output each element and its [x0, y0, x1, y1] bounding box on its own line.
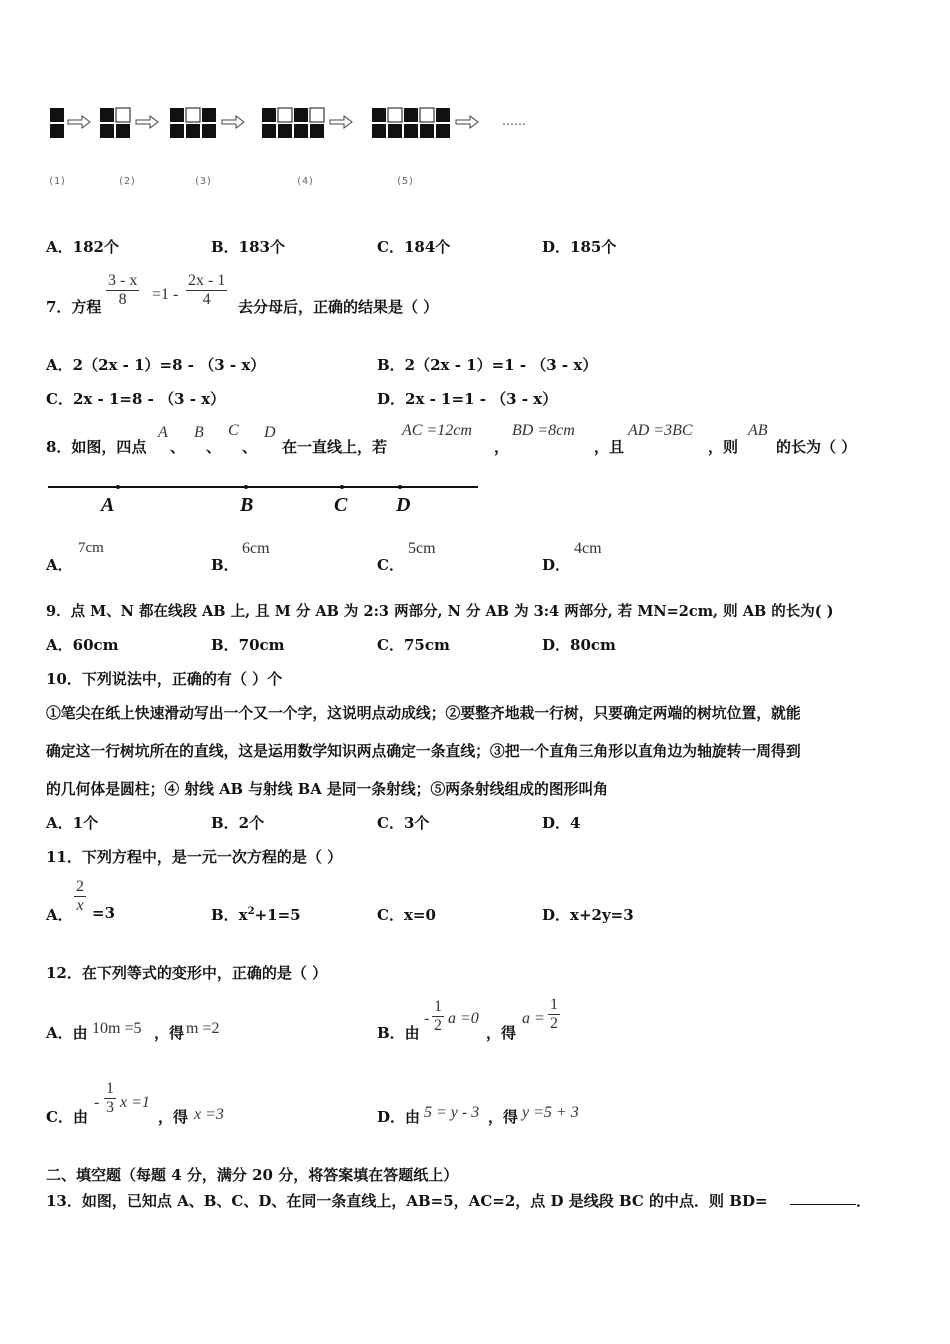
q8-option-c-value: 5cm: [408, 540, 436, 557]
pattern-label-1: (1): [48, 176, 67, 187]
q11-option-b[interactable]: [211, 904, 301, 925]
q11-option-a-tail: =3: [92, 904, 116, 922]
arrow-icon: [456, 116, 478, 128]
q13-answer-blank[interactable]: [790, 1190, 856, 1209]
q11-option-b-rest: +1=5: [254, 906, 301, 924]
arrow-icon: [136, 116, 158, 128]
q12-option-b-num: 1: [434, 998, 442, 1015]
q12-option-b-tail: a =0: [448, 1010, 479, 1027]
q12-text: 12．在下列等式的变形中，正确的是（ ）: [46, 964, 328, 982]
q8-ad: AD =3BC: [628, 422, 693, 439]
q10-option-b[interactable]: B．2个: [211, 814, 265, 832]
q12-option-b-minus: -: [424, 1010, 430, 1027]
q12-option-a-get: ，得: [154, 1024, 185, 1042]
q9-text: 9．点 M、N 都在线段 AB 上, 且 M 分 AB 为 2:3 两部分, N 分 AB 为 3:4 两部分, 若 MN=2cm, 则 AB 的长为( ): [46, 603, 834, 620]
arrow-icon: [68, 116, 90, 128]
q8-sep-3: 、: [242, 438, 258, 456]
pattern-label-4: (4): [296, 176, 315, 187]
pattern-label-3: (3): [194, 176, 213, 187]
q11-option-a-den: x: [76, 897, 84, 914]
q8-dot-c: [340, 485, 344, 489]
q8-ab: AB: [748, 422, 768, 439]
q8-option-b-label[interactable]: B．: [211, 556, 239, 574]
q7-fraction-2: [186, 272, 227, 309]
q12-option-b-fraction-2: [548, 996, 560, 1033]
q12-option-c-minus: -: [94, 1094, 100, 1111]
q7-option-a[interactable]: A．2（2x - 1）=8 - （3 - x）: [46, 356, 266, 374]
q9-option-c[interactable]: C．75cm: [377, 636, 450, 654]
q7-frac2-num: 2x - 1: [188, 272, 226, 289]
q12-option-b-label[interactable]: B．由: [377, 1024, 420, 1042]
q13-tail: ．: [856, 1192, 872, 1210]
q6-option-a[interactable]: A．182个: [46, 238, 119, 256]
q8-ac: AC =12cm: [402, 422, 472, 439]
q12-option-a-label[interactable]: A．由: [46, 1024, 88, 1042]
q11-option-c[interactable]: C．x=0: [377, 906, 436, 924]
q12-option-b-num-2: 1: [550, 996, 558, 1013]
pattern-ellipsis: ……: [502, 114, 526, 128]
q8-bd: BD =8cm: [512, 422, 575, 439]
pattern-stage-5: [372, 108, 450, 138]
q11-option-a-num: 2: [76, 878, 84, 895]
q12-option-d-label[interactable]: D．由: [377, 1108, 421, 1126]
q12-option-c-num: 1: [106, 1080, 114, 1097]
q12-option-c-fraction: [104, 1080, 116, 1117]
q13-text: 13．如图，已知点 A、B、C、D、在同一条直线上，AB=5，AC=2，点 D 是线段 BC 的中点．则 BD=: [46, 1192, 768, 1210]
arrow-icon: [330, 116, 352, 128]
q12-option-b-den: 2: [434, 1017, 442, 1034]
q7-frac2-den: 4: [202, 291, 211, 308]
pattern-stage-2: [100, 108, 130, 138]
q8-comma: ，: [494, 438, 510, 456]
q12-option-d-eq1: 5 = y - 3: [424, 1104, 480, 1121]
q7-text: 去分母后，正确的结果是（ ）: [238, 298, 439, 316]
q12-option-b-den-2: 2: [550, 1015, 558, 1032]
pattern-figure: [44, 100, 544, 150]
q12-option-c-den: 3: [106, 1099, 114, 1116]
q10-option-a[interactable]: A．1个: [46, 814, 99, 832]
q8-then: ，则: [708, 438, 739, 456]
q8-sep-2: 、: [206, 438, 222, 456]
q12-option-a-eq2: m =2: [186, 1020, 220, 1037]
q9-option-b[interactable]: B．70cm: [211, 636, 285, 654]
q8-option-d-value: 4cm: [574, 540, 602, 557]
q9-option-d[interactable]: D．80cm: [542, 636, 616, 654]
q7-option-b[interactable]: B．2（2x - 1）=1 - （3 - x）: [377, 356, 598, 374]
q6-option-c[interactable]: C．184个: [377, 238, 451, 256]
q11-option-a-fraction: [74, 878, 86, 915]
q8-point-b: B: [194, 424, 204, 441]
q10-text: 10．下列说法中，正确的有（ ）个: [46, 670, 283, 688]
q8-option-a-label[interactable]: A．: [46, 556, 73, 574]
q10-line-1: ①笔尖在纸上快速滑动写出一个又一个字，这说明点动成线；②要整齐地栽一行树，只要确定两端的树坑位置，就能: [46, 705, 801, 722]
q8-dot-b: [244, 485, 248, 489]
q10-option-d[interactable]: D．4: [542, 814, 581, 832]
q8-dot-a: [116, 485, 120, 489]
pattern-label-2: (2): [118, 176, 137, 187]
q6-option-d[interactable]: D．185个: [542, 238, 617, 256]
q10-line-3: 的几何体是圆柱；④ 射线 AB 与射线 BA 是同一条射线；⑤两条射线组成的图形叫角: [46, 781, 609, 798]
q12-option-c-get: ，得: [158, 1108, 189, 1126]
q8-line-label-c: C: [334, 494, 348, 516]
pattern-stage-3: [170, 108, 216, 138]
q6-option-b[interactable]: B．183个: [211, 238, 285, 256]
q8-dot-d: [398, 485, 402, 489]
q7-frac1-den: 8: [118, 291, 127, 308]
q8-text-mid: 在一直线上，若: [282, 438, 388, 456]
q8-point-d: D: [264, 424, 276, 441]
q12-option-c-label[interactable]: C．由: [46, 1108, 88, 1126]
q11-option-a-label[interactable]: A．: [46, 906, 73, 924]
q12-option-b-get: ，得: [486, 1024, 517, 1042]
arrow-icon: [222, 116, 244, 128]
q11-option-b-exp: 2: [247, 906, 255, 917]
q12-option-a-eq1: 10m =5: [92, 1020, 142, 1037]
q12-option-d-get: ，得: [488, 1108, 519, 1126]
q8-point-c: C: [228, 422, 239, 439]
q8-tail: 的长为（ ）: [776, 438, 857, 456]
q10-option-c[interactable]: C．3个: [377, 814, 430, 832]
q8-line-label-b: B: [240, 494, 254, 516]
section-2-title: 二、填空题（每题 4 分，满分 20 分，将答案填在答题纸上）: [46, 1166, 459, 1184]
q8-option-c-label[interactable]: C．: [377, 556, 404, 574]
q7-number: 7．方程: [46, 298, 102, 316]
q8-option-d-label[interactable]: D．: [542, 556, 571, 574]
q8-and: ，且: [594, 438, 625, 456]
q7-equals: =1 -: [152, 286, 179, 303]
pattern-stage-4: [262, 108, 324, 138]
q7-option-d[interactable]: D．2x - 1=1 - （3 - x）: [377, 390, 558, 408]
q7-option-c[interactable]: C．2x - 1=8 - （3 - x）: [46, 390, 226, 408]
q11-text: 11．下列方程中，是一元一次方程的是（ ）: [46, 848, 343, 866]
q8-point-a: A: [158, 424, 168, 441]
q11-option-b-base: B．x: [211, 906, 248, 924]
q7-fraction-1: [106, 272, 139, 309]
q8-option-a-value: 7cm: [78, 540, 104, 556]
q12-option-d-eq2: y =5 + 3: [522, 1104, 579, 1121]
q12-option-c-tail: x =1: [120, 1094, 150, 1111]
q11-option-d[interactable]: D．x+2y=3: [542, 906, 634, 924]
q8-line-label-d: D: [396, 494, 411, 516]
q10-line-2: 确定这一行树坑所在的直线，这是运用数学知识两点确定一条直线；③把一个直角三角形以直角边为轴旋转一周得到: [46, 743, 801, 760]
pattern-stage-1: [50, 108, 64, 138]
q8-line-label-a: A: [101, 494, 115, 516]
q7-frac1-num: 3 - x: [108, 272, 138, 289]
q8-option-b-value: 6cm: [242, 540, 270, 557]
q8-prefix: 8．如图，四点: [46, 438, 147, 456]
q12-option-b-a: a =: [522, 1010, 545, 1027]
q12-option-c-eq2: x =3: [194, 1106, 224, 1123]
q9-option-a[interactable]: A．60cm: [46, 636, 119, 654]
q12-option-b-fraction: [432, 998, 444, 1035]
pattern-label-5: (5): [396, 176, 415, 187]
q8-sep-1: 、: [170, 438, 186, 456]
